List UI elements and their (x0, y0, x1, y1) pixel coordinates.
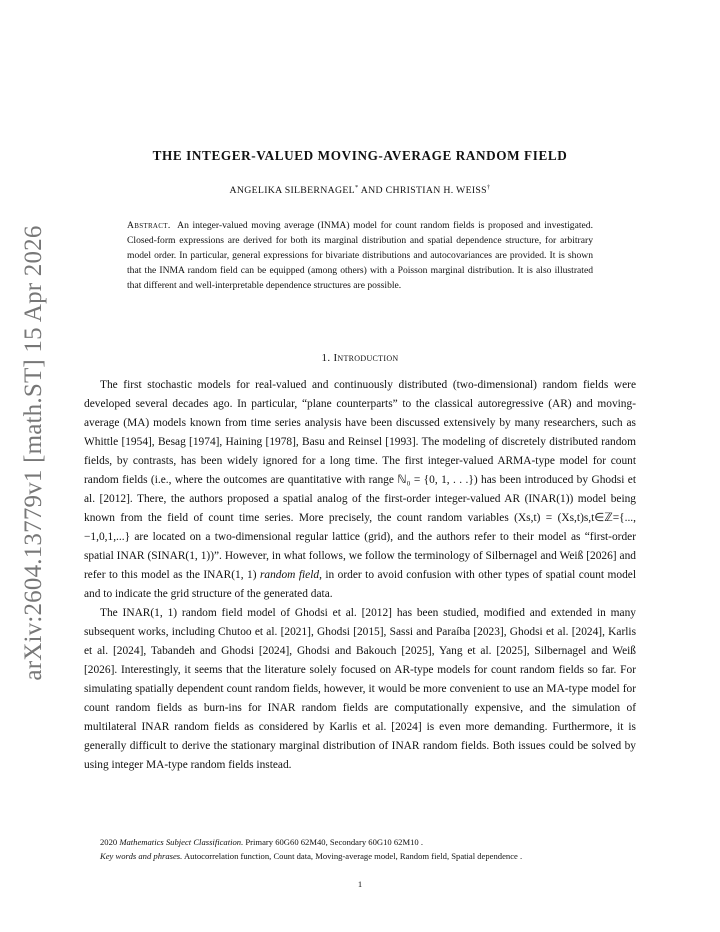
section-number: 1. (321, 352, 331, 364)
body-text (84, 376, 636, 775)
section-heading (84, 352, 636, 364)
page-number: 1 (357, 879, 363, 889)
msc-year: 2020 (100, 837, 120, 847)
keywords-label: Key words and phrases. (100, 850, 183, 861)
p1-text-d: , in order to avoid confusion with other types of spatial count model and to indicate the grid structure of the generated data. (84, 569, 636, 600)
paragraph-1 (84, 376, 636, 604)
paper-title: THE INTEGER-VALUED MOVING-AVERAGE RANDOM FIELD (152, 148, 568, 163)
author-2-mark: † (486, 184, 491, 191)
arxiv-id: arXiv:2604.13779v1 [math.ST] 15 Apr 2026 (20, 225, 47, 681)
keywords-text: Autocorrelation function, Count data, Moving-average model, Random field, Spatial dependence . (182, 850, 523, 861)
p1-emphasis: random field (259, 569, 320, 581)
p1-math-x: (Xs,t) = (Xs,t)s,t∈ℤ={...,−1,0,1,...} (84, 512, 636, 543)
author-line (84, 184, 636, 196)
arxiv-sidebar-stamp (14, 0, 54, 932)
author-and: AND (358, 185, 386, 196)
p1-text-c: are located on a two-dimensional regular lattice (grid), and the authors refer to their model as “first-order spatial INAR (SINAR(1, 1))”. However, in what follows, we follow the terminology of Silbernagel and Weiß [2026] and refer to this model as the INAR(1, 1) (84, 531, 636, 581)
footnote-msc (84, 836, 636, 850)
p1-text-a: The first stochastic models for real-valued and continuously distributed (two-dimensional) random fields were developed several decades ago. In particular, “plane counterparts” to the classical autoregressive (AR) and moving-average (MA) models known from time series analysis have been discussed extensively by many researchers, such as Whittle [1954], Besag [1974], Haining [1978], Basu and Reinsel [1993]. The modeling of discretely distributed random fields, by contrasts, has been widely ignored for a long time. The first integer-valued ARMA-type model for count random fields (i.e., where the outcomes are quantitative with range (84, 379, 636, 486)
paragraph-2: The INAR(1, 1) random field model of Ghodsi et al. [2012] has been studied, modified and extended in many subsequent works, including Chutoo et al. [2021], Ghodsi [2015], Sassi and Paraíba [2023], Ghodsi et al. [2024], Karlis et al. [2024], Tabandeh and Ghodsi [2024], Ghodsi and Bakouch [2025], Yang et al. [2025], Silbernagel and Weiß [2026]. Interestingly, it seems that the literature solely focused on AR-type models for count random fields so far. For simulating spatially dependent count random fields, however, it would be more convenient to use an MA-type model for count random fields as burn-ins for INAR random fields are computationally expensive, and the simulation of multilateral INAR random fields as considered by Karlis et al. [2024] is even more demanding. Furthermore, it is generally difficult to derive the stationary marginal distribution of INAR random fields. Both issues could be solved by using integer MA-type random fields instead. (84, 607, 636, 771)
footnotes (84, 836, 636, 863)
author-1: ANGELIKA SILBERNAGEL (229, 185, 355, 196)
abstract-text: An integer-valued moving average (INMA) model for count random fields is proposed and investigated. Closed-form expressions are derived for both its marginal distribution and spatial dependence structure, for arbitrary model order. In particular, general expressions for bivariate distributions and autocovariances are provided. It is shown that the INMA random field can be equipped (among others) with a Poisson marginal distribution. It is also illustrated that different and well-interpretable dependence structures are possible. (127, 220, 593, 291)
p1-text-b: ) has been introduced by Ghodsi et al. [2012]. There, the authors proposed a spatial analog of the first-order integer-valued AR (INAR(1)) model being known from the field of count time series. More precisely, the count random variables (84, 474, 637, 524)
author-1-mark: * (354, 184, 359, 191)
abstract-label: Abstract. (127, 220, 171, 231)
p1-math-n0: ℕ₀ = {0, 1, . . .} (397, 474, 474, 486)
msc-label: Mathematics Subject Classification. (119, 837, 244, 847)
abstract (127, 219, 593, 294)
section-name: Introduction (333, 352, 399, 364)
footnote-keywords (84, 850, 636, 864)
msc-text: Primary 60G60 62M40, Secondary 60G10 62M10 . (243, 837, 423, 847)
author-2: CHRISTIAN H. WEISS (385, 185, 487, 196)
